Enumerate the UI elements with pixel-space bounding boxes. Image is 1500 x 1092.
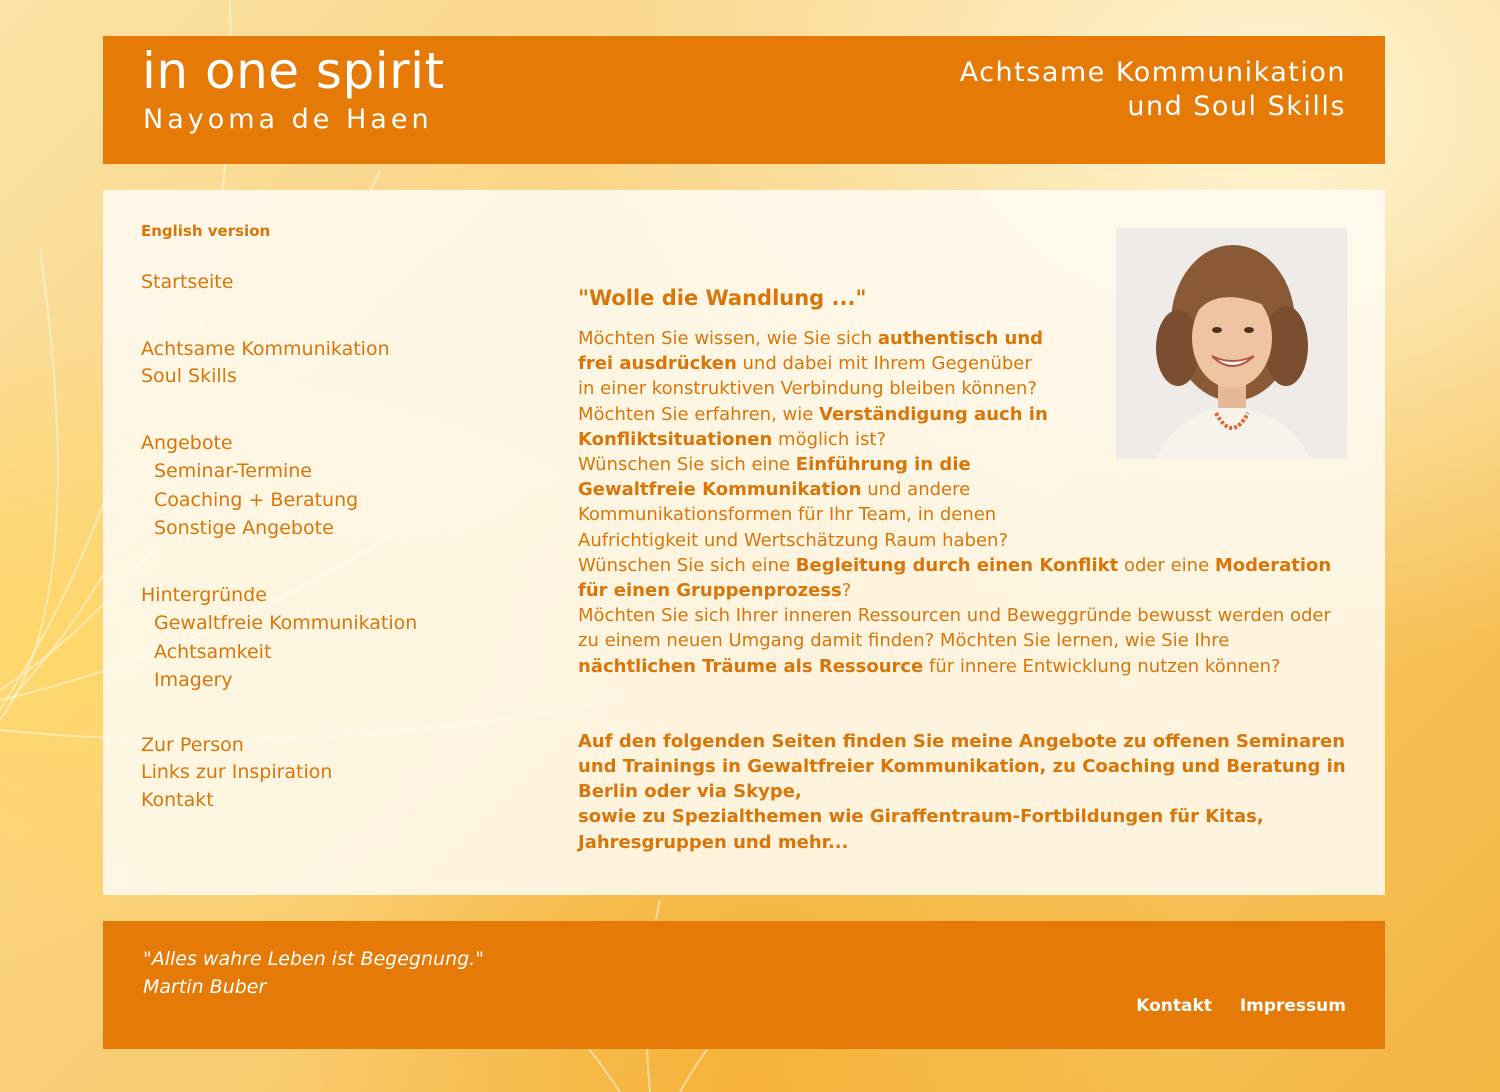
text-run: und dabei mit Ihrem Gegenüber in einer konstruktiven Verbindung bleiben können? <box>578 353 1037 400</box>
header-tagline <box>960 56 1346 124</box>
text-run: für innere Entwicklung nutzen können? <box>923 655 1281 677</box>
nav-item-soul-skills[interactable]: Soul Skills <box>141 365 237 387</box>
footer-links <box>1114 996 1346 1016</box>
text-emphasis: authentisch und frei ausdrücken <box>578 328 1044 375</box>
intro-paragraph-1 <box>578 326 1048 402</box>
nav-item-links-inspiration[interactable]: Links zur Inspiration <box>141 761 333 783</box>
text-run: und andere Kommunikationsformen für Ihr Team, in denen Aufrichtigkeit und Wertschätzung Raum haben? <box>578 479 1009 551</box>
nav-item-startseite[interactable]: Startseite <box>141 271 234 293</box>
site-header <box>103 36 1385 164</box>
nav-item-imagery[interactable]: Imagery <box>154 669 233 691</box>
tagline-line-2: und Soul Skills <box>1127 91 1346 122</box>
nav-item-achtsame-kommunikation[interactable]: Achtsame Kommunikation <box>141 337 390 360</box>
nav-item-kontakt[interactable]: Kontakt <box>141 788 214 811</box>
text-emphasis: nächtlichen Träume als Ressource <box>578 655 924 677</box>
intro-paragraph-2 <box>578 402 1048 452</box>
intro-paragraph-3 <box>578 452 1078 553</box>
text-run: Wünschen Sie sich eine <box>578 454 796 476</box>
nav-group-themes <box>141 336 561 391</box>
nav-item-sonstige-angebote[interactable]: Sonstige Angebote <box>154 517 334 539</box>
offers-special-topics: sowie zu Spezialthemen wie Giraffentraum-Fortbildungen für Kitas, Jahresgruppen und mehr... <box>578 806 1264 853</box>
nav-item-angebote[interactable]: Angebote <box>141 431 233 454</box>
nav-item-gewaltfreie-kommunikation[interactable]: Gewaltfreie Kommunikation <box>154 612 418 634</box>
nav-group-hintergruende <box>141 582 561 695</box>
footer-kontakt-link[interactable]: Kontakt <box>1136 996 1212 1016</box>
text-run: ? <box>841 580 852 602</box>
nav-group-angebote <box>141 430 561 543</box>
text-run: Wünschen Sie sich eine <box>578 554 796 576</box>
offers-summary: Auf den folgenden Seiten finden Sie meine Angebote zu offenen Seminaren und Trainings in Gewaltfreier Kommunikation, zu Coaching und Beratung in Berlin oder via Skype, <box>578 730 1346 803</box>
quote-text: "Alles wahre Leben ist Begegnung." <box>143 948 484 970</box>
page-heading: "Wolle die Wandlung ..." <box>578 286 867 310</box>
text-emphasis: Verständigung auch in Konfliktsituationen <box>578 403 1048 450</box>
nav-item-achtsamkeit[interactable]: Achtsamkeit <box>154 640 272 663</box>
nav-group-more <box>141 732 561 815</box>
tagline-line-1: Achtsame Kommunikation <box>959 57 1346 88</box>
text-run: möglich ist? <box>772 428 887 450</box>
nav-item-seminar-termine[interactable]: Seminar-Termine <box>154 460 312 482</box>
text-emphasis: Begleitung durch einen Konflikt <box>795 554 1119 576</box>
nav-item-hintergruende[interactable]: Hintergründe <box>141 583 267 606</box>
footer-impressum-link[interactable]: Impressum <box>1239 996 1346 1016</box>
nav-item-coaching-beratung[interactable]: Coaching + Beratung <box>154 488 359 511</box>
text-emphasis: Einführung in die Gewaltfreie Kommunikation <box>578 454 971 501</box>
text-run: oder eine <box>1118 554 1215 576</box>
main-content <box>578 286 1348 855</box>
text-emphasis: Moderation für einen Gruppenprozess <box>578 554 1332 602</box>
text-run: Möchten Sie sich Ihrer inneren Ressourcen und Beweggründe bewusst werden oder zu einem neuen Umgang damit finden? Möchten Sie lernen, wie Sie Ihre <box>578 605 1331 652</box>
intro-paragraph-4 <box>578 553 1348 603</box>
nav-group-home <box>141 269 561 297</box>
text-run: Möchten Sie wissen, wie Sie sich <box>578 328 878 349</box>
site-subtitle: Nayoma de Haen <box>143 104 433 135</box>
site-footer <box>103 921 1385 1049</box>
content-panel <box>103 190 1385 895</box>
quote-author: Martin Buber <box>143 976 267 998</box>
text-run: Möchten Sie erfahren, wie <box>578 403 820 425</box>
english-version-link[interactable]: English version <box>141 222 271 240</box>
intro-paragraph-5 <box>578 603 1348 679</box>
nav-item-zur-person[interactable]: Zur Person <box>141 733 244 756</box>
site-title[interactable]: in one spirit <box>142 42 445 100</box>
main-navigation <box>141 222 561 814</box>
footer-quote <box>143 945 484 1001</box>
